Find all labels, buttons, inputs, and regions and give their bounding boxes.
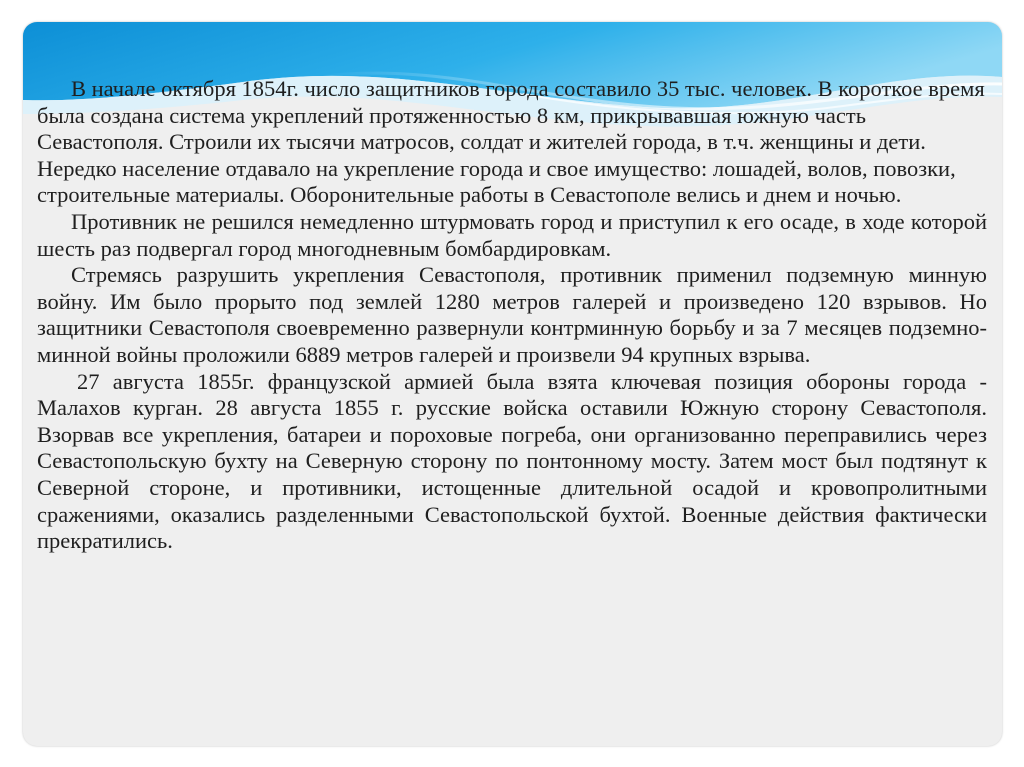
slide-frame [23,22,1002,746]
paragraph-3: Стремясь разрушить укрепления Севастополя, противник применил подземную минную войну. Им было прорыто под землей 1280 метров галерей и произведено 120 взрывов. Но защитники Севастополя своевременно развернули контрминную борьбу и за 7 месяцев подземно-минной войны проложили 6889 метров галерей и произвели 94 крупных взрыва. [37,262,987,367]
paragraph-4: 27 августа 1855г. французской армией была взята ключевая позиция обороны города - Малахов курган. 28 августа 1855 г. русские войска оставили Южную сторону Севастополя. Взорвав все укрепления, батареи и пороховые погреба, они организованно переправились через Севастопольскую бухту на Северную сторону по понтонному мосту. Затем мост был подтянут к Северной стороне, и противники, истощенные длительной осадой и кровопролитными сражениями, оказались разделенными Севастопольской бухтой. Военные действия фактически прекратились. [37,368,987,554]
slide-text [37,76,987,555]
paragraph-2: Противник не решился немедленно штурмовать город и приступил к его осаде, в ходе которой шесть раз подвергал город многодневным бомбардировкам. [37,208,987,261]
paragraph-1: В начале октября 1854г. число защитников города составило 35 тыс. человек. В короткое время была создана система укреплений протяженностью 8 км, прикрывавшая южную часть Севастополя. Строили их тысячи матросов, солдат и жителей города, в т.ч. женщины и дети. Нередко население отдавало на укрепление города и свое имущество: лошадей, волов, повозки, строительные материалы. Оборонительные работы в Севастополе велись и днем и ночью. [37,76,985,208]
